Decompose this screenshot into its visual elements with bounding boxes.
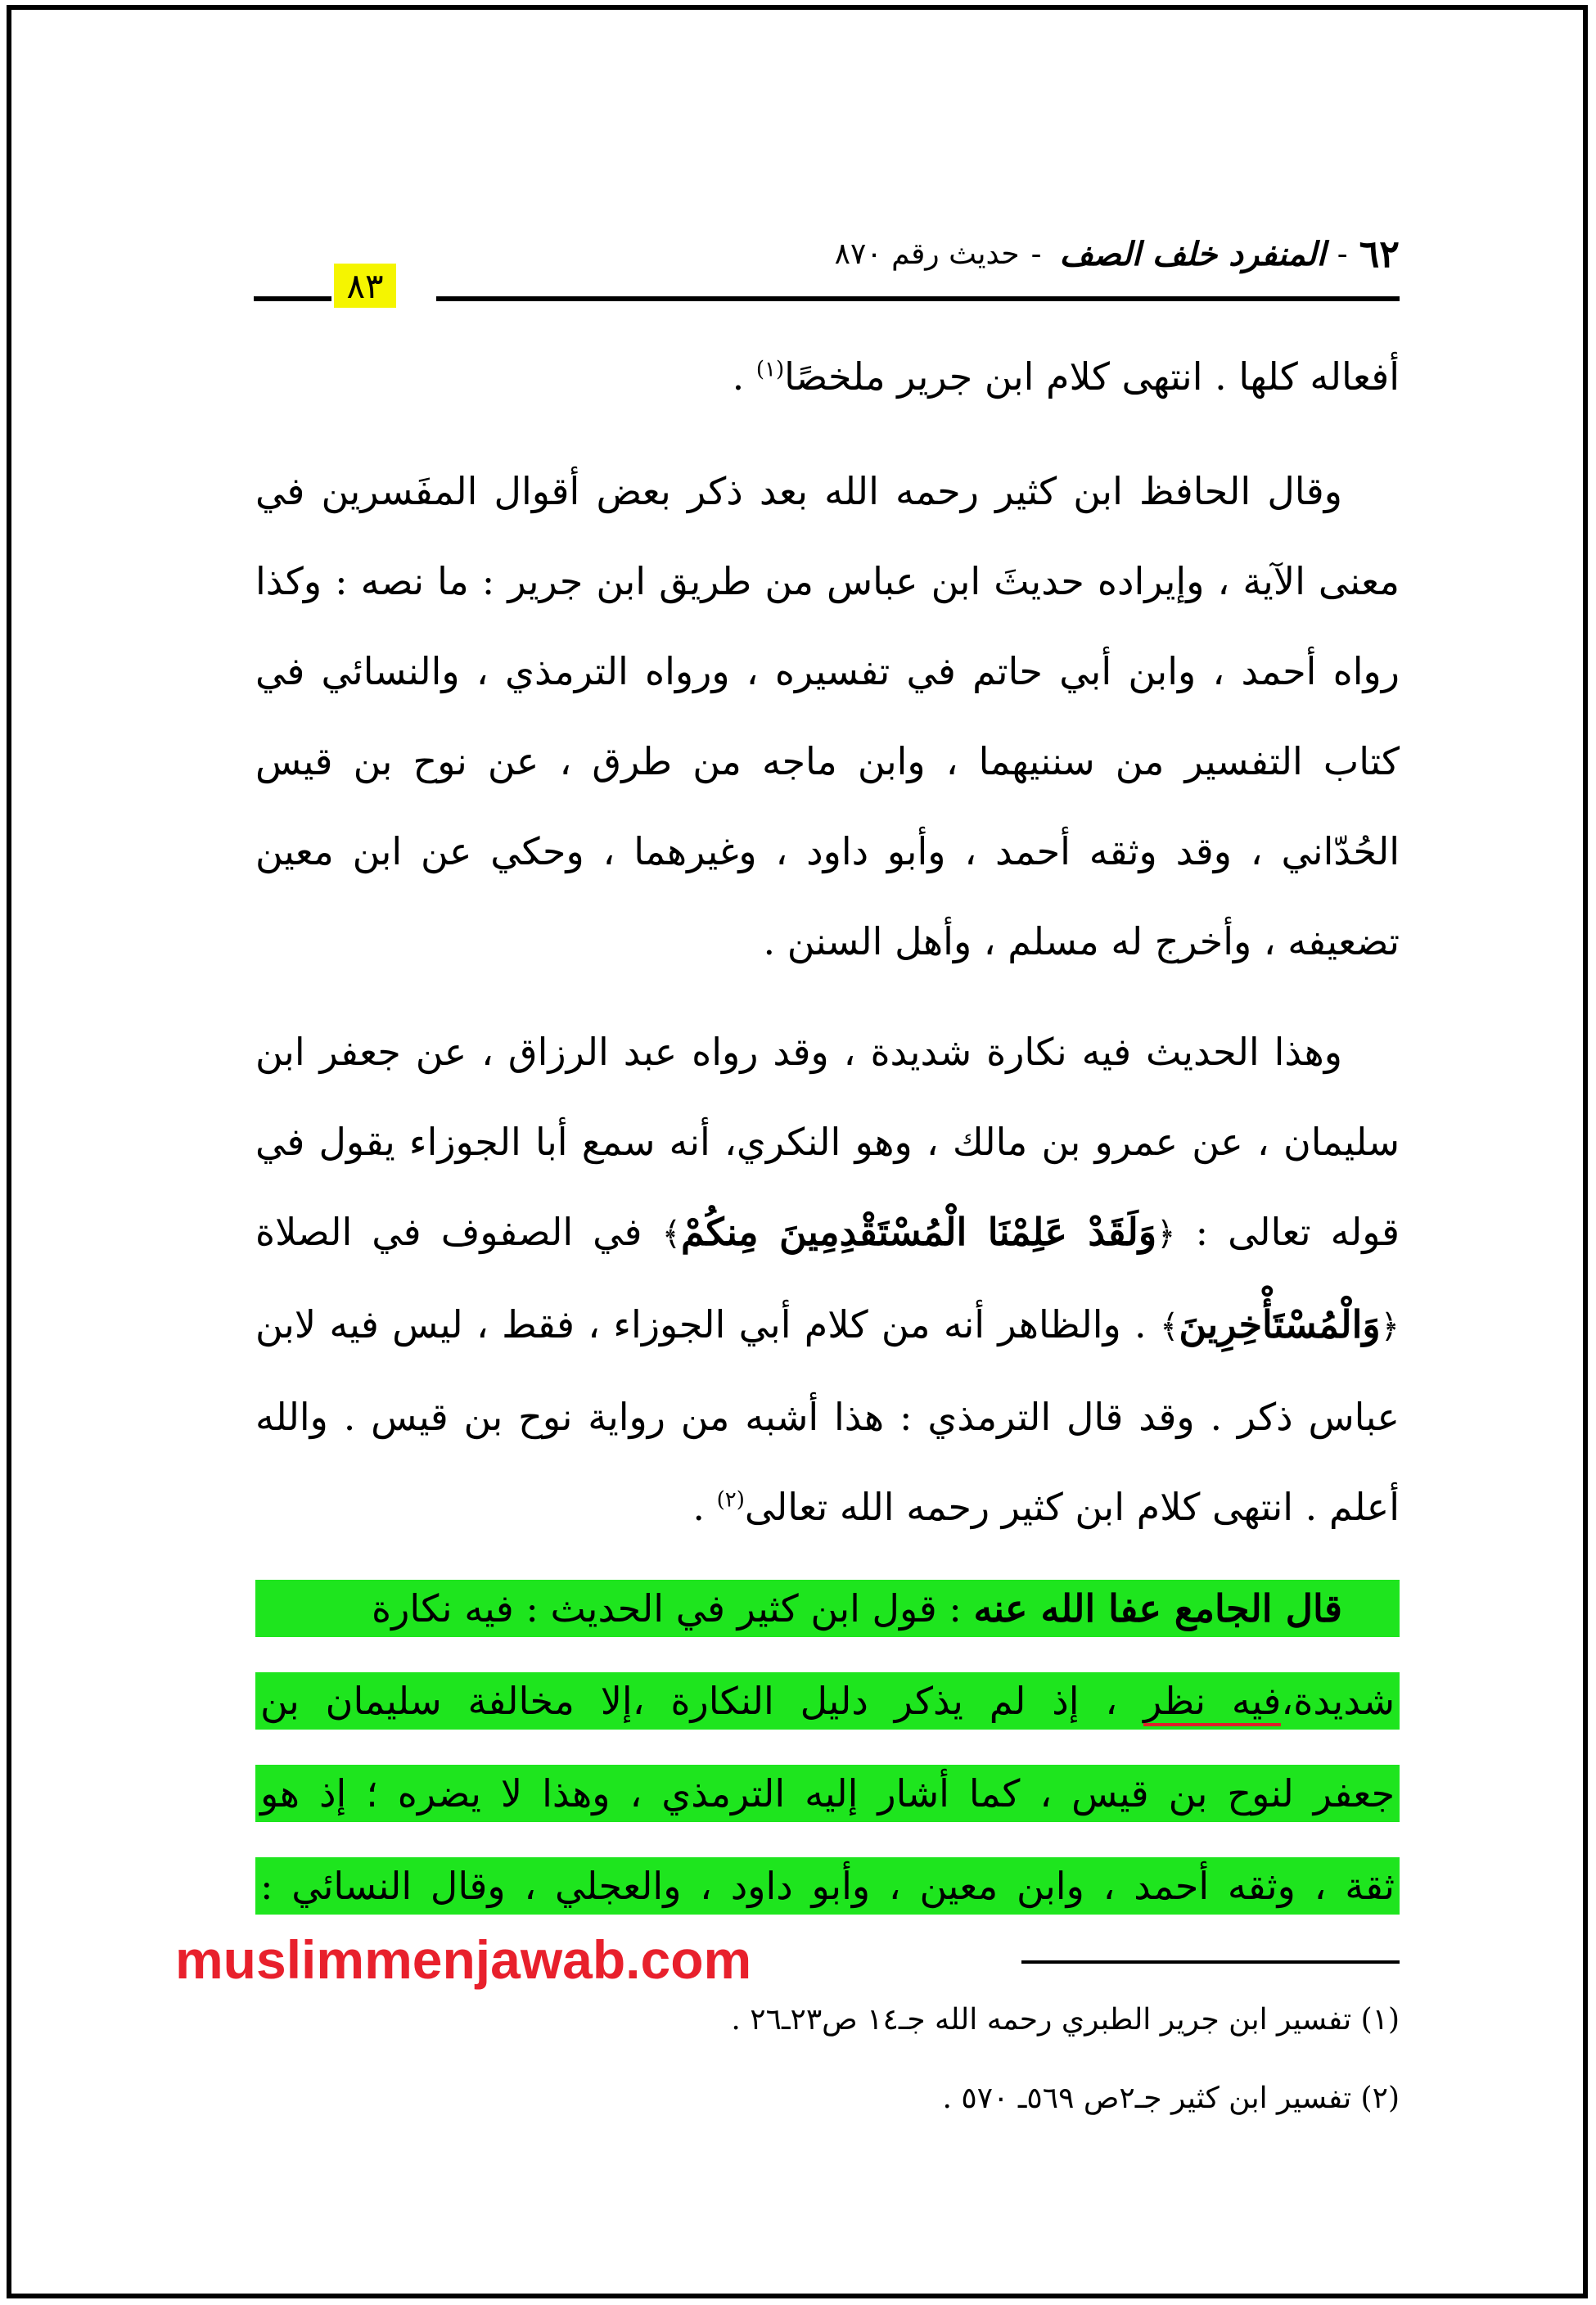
footnote-2: (٢) تفسير ابن كثير جـ٢ص ٥٦٩ـ ٥٧٠ .	[942, 2082, 1400, 2115]
footnote-1: (١) تفسير ابن جرير الطبري رحمه الله جـ١٤ ص٢٣ـ٢٦ .	[731, 2003, 1400, 2037]
quran-ornament-open: ﴿	[1156, 1216, 1176, 1253]
paragraph-1	[255, 332, 1400, 422]
footnote-separator	[1021, 1960, 1400, 1964]
paragraph-text: .	[732, 354, 756, 399]
paragraph-text: أفعاله كلها . انتهى كلام ابن جرير ملخصًا	[784, 354, 1400, 399]
footnotes	[491, 1981, 1400, 2138]
paragraph-2	[255, 446, 1400, 986]
highlight-text: ، إذ لم يذكر دليل النكارة ،إلا مخالفة سليمان بن	[260, 1679, 1118, 1723]
underlined-phrase: فيه نظر	[1143, 1679, 1281, 1726]
footnote-marker: (١)	[755, 357, 785, 382]
paragraph-text: وهذا الحديث فيه نكارة شديدة ، وقد رواه عبد الرزاق ، عن جعفر ابن سليمان ، عن عمرو بن مالك ، وهو النكري، أنه سمع أبا الجوزاء يقول في قوله تعالى :	[255, 1030, 1400, 1254]
highlight-text: : قول ابن كثير في الحديث : فيه نكارة	[372, 1586, 962, 1631]
paragraph-3	[255, 1007, 1400, 1552]
quran-verse: وَلَقَدْ عَلِمْنَا الْمُسْتَقْدِمِينَ مِنكُمْ	[681, 1210, 1157, 1254]
page-number-badge: ٨٣	[334, 264, 396, 308]
highlighted-commentary	[255, 1580, 1400, 1950]
paragraph-text: وقال الحافظ ابن كثير رحمه الله بعد ذكر بعض أقوال المفَسرين في معنى الآية ، وإيراده حديثَ ابن عباس من طريق ابن جرير : ما نصه : وكذا رواه أحمد ، وابن أبي حاتم في تفسيره ، ورواه الترمذي ، والنسائي في كتاب التفسير من سننيهما ، وابن ماجه من طرق ، عن نوح بن قيس الحُدّاني ، وقد وثقه أحمد ، وأبو داود ، وغيرهما ، وحكي عن ابن معين تضعيفه ، وأخرج له مسلم ، وأهل السنن .	[255, 469, 1400, 963]
highlight-text: شديدة،	[1281, 1679, 1395, 1723]
header-book-title: المنفرد خلف الصف	[1059, 234, 1326, 273]
quran-ornament-close: ﴾	[1159, 1308, 1179, 1346]
paragraph-text: .	[692, 1485, 717, 1529]
highlight-line	[255, 1672, 1400, 1730]
header-rule-short	[254, 296, 331, 301]
running-header	[260, 229, 1400, 278]
highlight-line	[255, 1580, 1400, 1637]
header-page-number: ٦٢	[1359, 232, 1400, 276]
highlight-line: ثقة ، وثقه أحمد ، وابن معين ، وأبو داود ، والعجلي ، وقال النسائي :	[255, 1857, 1400, 1915]
highlight-line: جعفر لنوح بن قيس ، كما أشار إليه الترمذي ، وهذا لا يضره ؛ إذ هو	[255, 1765, 1400, 1822]
quran-ornament-open: ﴿	[1380, 1308, 1400, 1346]
header-dash: -	[1337, 236, 1348, 272]
watermark-url: muslimmenjawab.com	[175, 1929, 752, 1990]
paragraph-text: . والظاهر أنه من كلام أبي الجوزاء ، فقط ، ليس فيه لابن عباس ذكر . وقد قال الترمذي : هذا أشبه من رواية نوح بن قيس . والله أعلم . انتهى كلام ابن كثير رحمه الله تعالى	[255, 1302, 1400, 1529]
paragraph-text: في الصفوف في الصلاة	[255, 1210, 642, 1254]
commentary-author: قال الجامع عفا الله عنه	[973, 1586, 1342, 1631]
quran-verse: وَالْمُسْتَأْخِرِينَ	[1179, 1302, 1381, 1346]
header-hadith-reference: حديث رقم ٨٧٠	[834, 237, 1020, 271]
footnote-marker: (٢)	[716, 1487, 745, 1513]
header-dash: -	[1030, 236, 1042, 272]
header-rule	[436, 296, 1400, 301]
quran-ornament-close: ﴾	[661, 1216, 682, 1253]
